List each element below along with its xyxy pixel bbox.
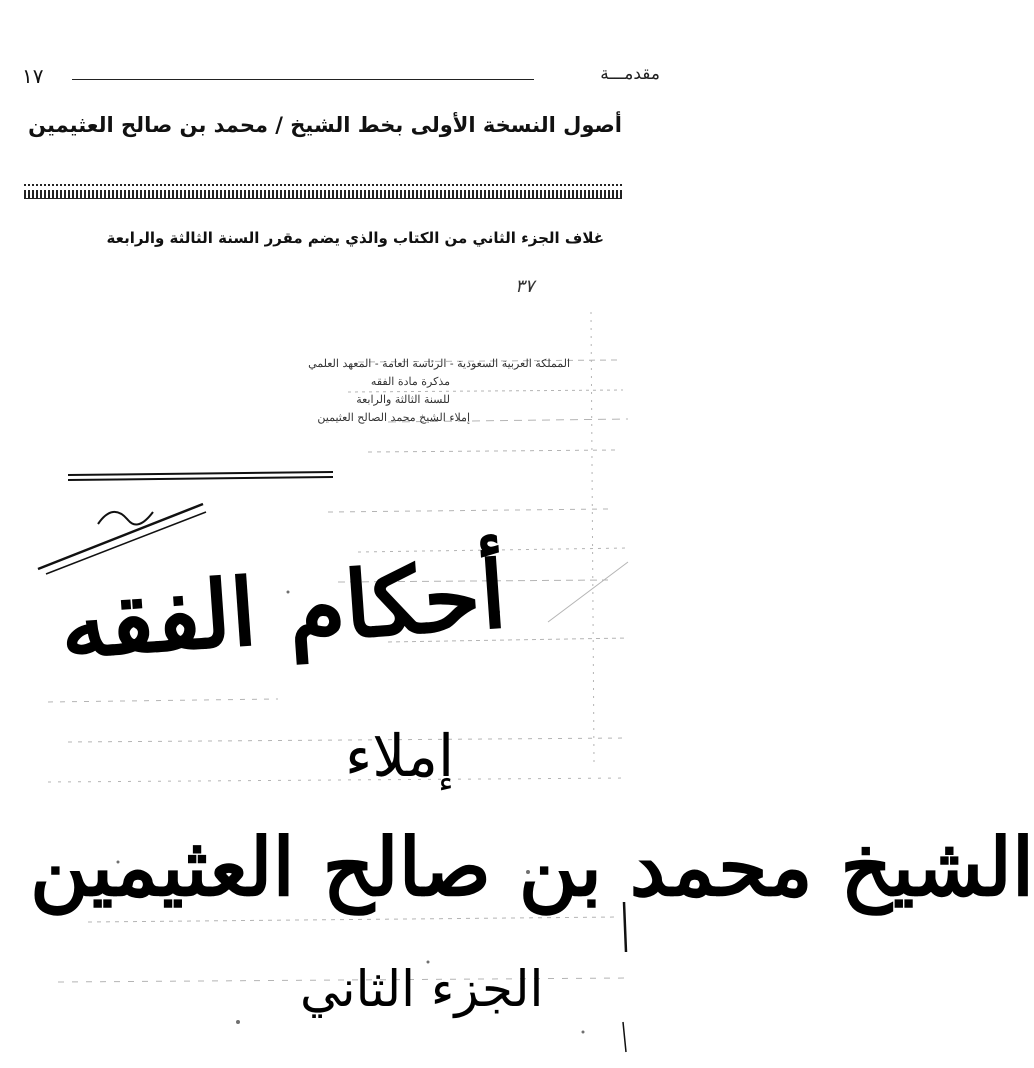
manuscript-mark: ٣٧: [515, 276, 535, 297]
manuscript-book-title: أحكام الفقه: [56, 540, 510, 680]
manuscript-author: الشيخ محمد بن صالح العثيمين: [30, 820, 1034, 914]
cover-line: مذكرة مادة الفقه: [370, 375, 450, 388]
header-rule: [72, 79, 534, 80]
figure-caption: غلاف الجزء الثاني من الكتاب والذي يضم مقرر السنة الثالثة والرابعة: [106, 229, 604, 247]
manuscript-cover-header: [150, 355, 570, 427]
section-name: مقدمـــة: [600, 64, 660, 84]
cover-line: للسنة الثالثة والرابعة: [356, 393, 450, 406]
ornament-rule-bottom: [24, 198, 622, 199]
manuscript-author-lead: إملاء: [345, 722, 455, 790]
page-number: ١٧: [22, 64, 44, 88]
cover-line: إملاء الشيخ محمد الصالح العثيمين: [317, 411, 470, 424]
page-title: أصول النسخة الأولى بخط الشيخ / محمد بن صالح العثيمين: [28, 113, 622, 137]
running-head: [0, 58, 684, 98]
ornament-rule: [24, 184, 622, 198]
cover-line: المملكة العربية السعودية - الرئاسة العامة - المعهد العلمي: [308, 357, 570, 370]
manuscript-part: الجزء الثاني: [300, 960, 544, 1018]
